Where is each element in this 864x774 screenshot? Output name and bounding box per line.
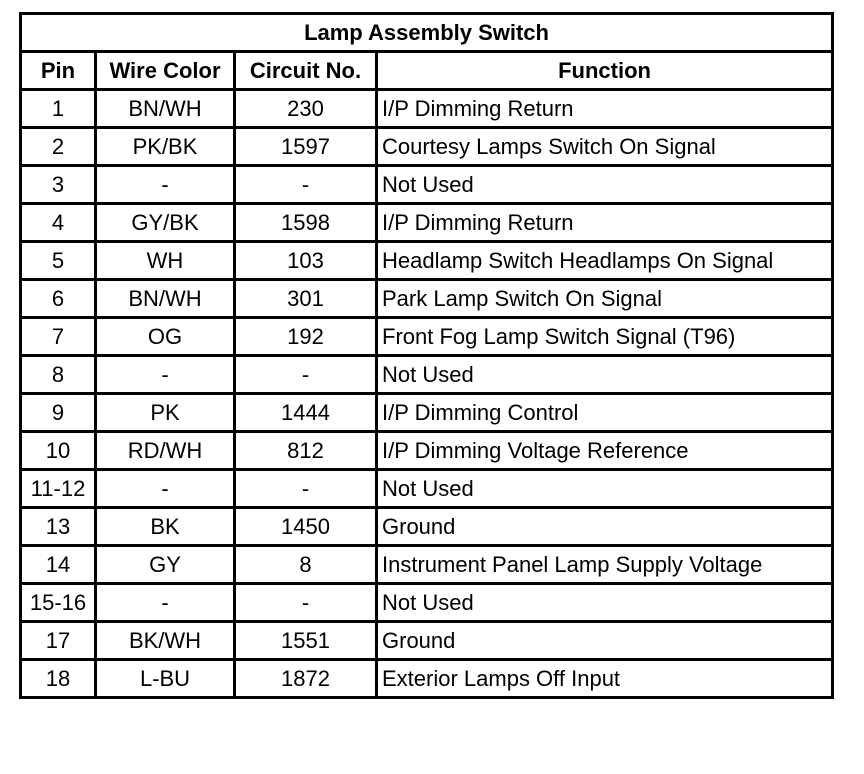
circuit-cell: 103	[235, 242, 377, 280]
wire-color-cell: PK	[96, 394, 235, 432]
table-row	[21, 394, 833, 432]
header-function: Function	[377, 52, 833, 90]
pin-cell: 1	[21, 90, 96, 128]
pin-cell: 4	[21, 204, 96, 242]
title-row	[21, 14, 833, 52]
function-cell: I/P Dimming Voltage Reference	[377, 432, 833, 470]
circuit-cell: 1551	[235, 622, 377, 660]
circuit-cell: 1450	[235, 508, 377, 546]
table-row	[21, 508, 833, 546]
pin-cell: 15-16	[21, 584, 96, 622]
table-row	[21, 470, 833, 508]
pin-cell: 6	[21, 280, 96, 318]
table-row	[21, 204, 833, 242]
table-row	[21, 128, 833, 166]
function-cell: Not Used	[377, 166, 833, 204]
circuit-cell: 1872	[235, 660, 377, 698]
pin-cell: 11-12	[21, 470, 96, 508]
function-cell: Headlamp Switch Headlamps On Signal	[377, 242, 833, 280]
table-row	[21, 660, 833, 698]
pin-cell: 9	[21, 394, 96, 432]
function-cell: Not Used	[377, 584, 833, 622]
table-row	[21, 166, 833, 204]
wire-color-cell: -	[96, 356, 235, 394]
circuit-cell: 812	[235, 432, 377, 470]
circuit-cell: 1444	[235, 394, 377, 432]
function-cell: Exterior Lamps Off Input	[377, 660, 833, 698]
wire-color-cell: OG	[96, 318, 235, 356]
pin-cell: 7	[21, 318, 96, 356]
circuit-cell: 1597	[235, 128, 377, 166]
function-cell: I/P Dimming Return	[377, 204, 833, 242]
function-cell: Not Used	[377, 356, 833, 394]
pin-cell: 14	[21, 546, 96, 584]
pin-cell: 10	[21, 432, 96, 470]
pin-cell: 13	[21, 508, 96, 546]
table-row	[21, 622, 833, 660]
table-row	[21, 432, 833, 470]
circuit-cell: 301	[235, 280, 377, 318]
circuit-cell: 192	[235, 318, 377, 356]
pin-cell: 5	[21, 242, 96, 280]
wire-color-cell: BK	[96, 508, 235, 546]
table-row	[21, 546, 833, 584]
circuit-cell: -	[235, 166, 377, 204]
function-cell: I/P Dimming Control	[377, 394, 833, 432]
function-cell: Instrument Panel Lamp Supply Voltage	[377, 546, 833, 584]
wire-color-cell: WH	[96, 242, 235, 280]
table-row	[21, 584, 833, 622]
pin-cell: 18	[21, 660, 96, 698]
wire-color-cell: GY	[96, 546, 235, 584]
header-pin: Pin	[21, 52, 96, 90]
function-cell: Ground	[377, 622, 833, 660]
table-row	[21, 356, 833, 394]
table-body	[21, 90, 833, 698]
table-row	[21, 318, 833, 356]
wire-color-cell: BN/WH	[96, 280, 235, 318]
circuit-cell: 230	[235, 90, 377, 128]
table-row	[21, 90, 833, 128]
function-cell: Not Used	[377, 470, 833, 508]
pin-cell: 17	[21, 622, 96, 660]
pin-cell: 8	[21, 356, 96, 394]
circuit-cell: -	[235, 356, 377, 394]
function-cell: Park Lamp Switch On Signal	[377, 280, 833, 318]
function-cell: I/P Dimming Return	[377, 90, 833, 128]
function-cell: Ground	[377, 508, 833, 546]
table-row	[21, 280, 833, 318]
circuit-cell: 1598	[235, 204, 377, 242]
circuit-cell: -	[235, 584, 377, 622]
circuit-cell: 8	[235, 546, 377, 584]
wire-color-cell: L-BU	[96, 660, 235, 698]
function-cell: Courtesy Lamps Switch On Signal	[377, 128, 833, 166]
connector-pinout-sheet	[19, 12, 834, 699]
wire-color-cell: PK/BK	[96, 128, 235, 166]
wire-color-cell: BN/WH	[96, 90, 235, 128]
wire-color-cell: RD/WH	[96, 432, 235, 470]
wire-color-cell: -	[96, 166, 235, 204]
header-row	[21, 52, 833, 90]
pin-cell: 2	[21, 128, 96, 166]
connector-table	[19, 12, 834, 699]
wire-color-cell: -	[96, 584, 235, 622]
wire-color-cell: -	[96, 470, 235, 508]
header-wire-color: Wire Color	[96, 52, 235, 90]
function-cell: Front Fog Lamp Switch Signal (T96)	[377, 318, 833, 356]
table-row	[21, 242, 833, 280]
pin-cell: 3	[21, 166, 96, 204]
circuit-cell: -	[235, 470, 377, 508]
wire-color-cell: GY/BK	[96, 204, 235, 242]
table-title: Lamp Assembly Switch	[21, 14, 833, 52]
wire-color-cell: BK/WH	[96, 622, 235, 660]
header-circuit-no: Circuit No.	[235, 52, 377, 90]
